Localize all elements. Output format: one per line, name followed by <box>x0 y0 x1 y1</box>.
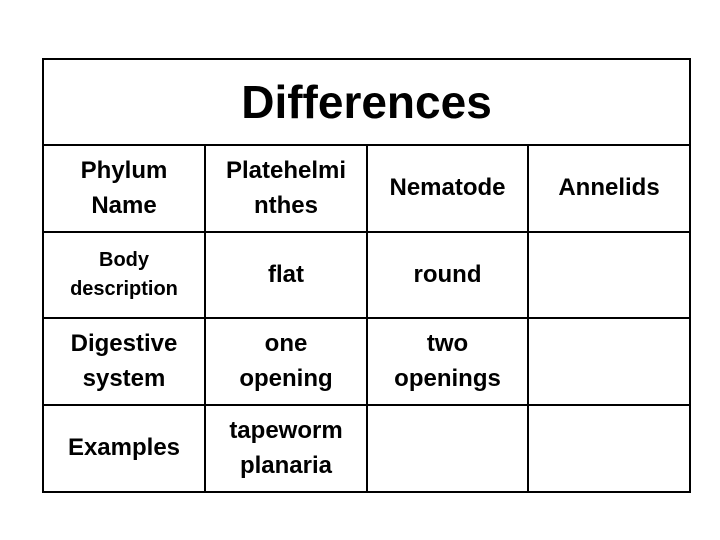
cell-text-line: flat <box>268 260 304 288</box>
header-cell-annelids <box>528 145 690 232</box>
header-cell-nematode <box>367 145 528 232</box>
cell-text-line: openings <box>394 364 501 392</box>
row-label-digestive-system <box>43 318 205 405</box>
row-label-line: description <box>70 278 178 300</box>
cell-text-line: one <box>264 329 308 357</box>
header-text-line: Annelids <box>558 174 660 202</box>
table-row-body-description <box>43 232 690 318</box>
cell-text-line: opening <box>239 364 333 392</box>
header-text-line: Phylum <box>80 156 168 184</box>
table-title: Differences <box>43 59 690 145</box>
title-row <box>43 59 690 145</box>
header-text-line: Platehelmi <box>225 156 347 184</box>
row-label-line: Body <box>99 249 149 271</box>
cell-text-line: planaria <box>239 451 333 479</box>
table-row-digestive-system <box>43 318 690 405</box>
cell-body-annelids <box>528 232 690 318</box>
cell-body-platyhelminthes <box>205 232 367 318</box>
cell-digestive-annelids <box>528 318 690 405</box>
header-text-line: Name <box>91 191 157 219</box>
row-label-line: system <box>82 364 166 392</box>
row-label-body-description <box>43 232 205 318</box>
cell-digestive-nematode <box>367 318 528 405</box>
header-row <box>43 145 690 232</box>
cell-examples-annelids <box>528 405 690 492</box>
row-label-line: Examples <box>67 434 181 462</box>
header-text-line: Nematode <box>389 174 506 202</box>
cell-text-line: round <box>413 260 482 288</box>
cell-digestive-platyhelminthes <box>205 318 367 405</box>
header-cell-phylum-name <box>43 145 205 232</box>
header-cell-platyhelminthes <box>205 145 367 232</box>
row-label-line: Digestive <box>70 329 178 357</box>
differences-table <box>42 58 691 493</box>
cell-examples-nematode <box>367 405 528 492</box>
cell-text-line: two <box>426 329 469 357</box>
header-text-line: nthes <box>253 191 318 219</box>
cell-text-line: tapeworm <box>229 416 343 444</box>
cell-examples-platyhelminthes <box>205 405 367 492</box>
cell-body-nematode <box>367 232 528 318</box>
row-label-examples <box>43 405 205 492</box>
table-row-examples <box>43 405 690 492</box>
